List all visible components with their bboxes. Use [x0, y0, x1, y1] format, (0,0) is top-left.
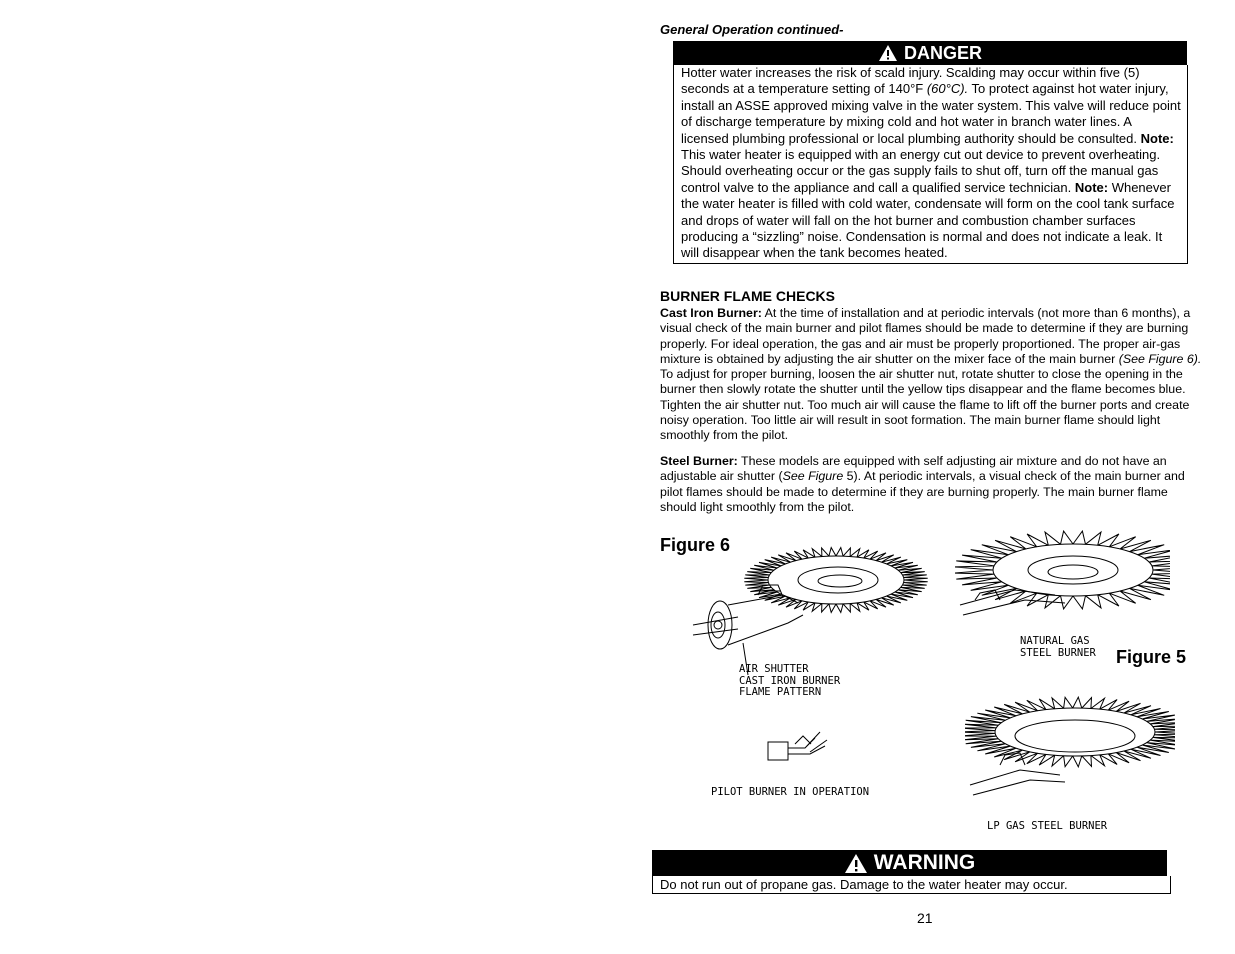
- natural-gas-burner-illustration: [955, 515, 1170, 630]
- figure-5-label: Figure 5: [1116, 647, 1187, 667]
- warning-text: Do not run out of propane gas. Damage to the water heater may occur.: [652, 876, 1171, 894]
- danger-banner: [673, 41, 1187, 65]
- cast-iron-text-b: To adjust for proper burning, loosen the air shutter nut, rotate shutter to close the opening in the burner then slowly rotate the shutter until the yellow tips disappear and the flame becomes blue. Tighten the air shutter nut. Too much air will cause the flame to lift off the burner ports and create noisy operation. Too little air will result in soot formation. The main burner flame should light smoothly from the pilot.: [660, 367, 1190, 443]
- steel-label: Steel Burner:: [660, 454, 738, 468]
- page-number: 21: [917, 910, 933, 926]
- caption-flame-pattern: FLAME PATTERN: [739, 686, 822, 698]
- cast-iron-caption: [739, 664, 840, 699]
- warning-label: WARNING: [873, 851, 976, 874]
- cast-iron-label: Cast Iron Burner:: [660, 306, 762, 320]
- note-label-2: Note:: [1074, 179, 1109, 195]
- caption-cast-iron-burner: CAST IRON BURNER: [739, 674, 841, 687]
- danger-label: DANGER: [903, 42, 982, 63]
- danger-metric-temp: (60°C).: [926, 81, 969, 97]
- figure-6-label: Figure 6: [660, 535, 731, 555]
- danger-text-1: Hotter water increases the risk of scald injury. Scalding may occur within five (5) seconds at a temperature setting of 140°F: [681, 65, 1140, 97]
- warning-triangle-icon: [878, 44, 898, 62]
- caption-air-shutter: AIR SHUTTER: [739, 663, 809, 675]
- note-text-1: This water heater is equipped with an energy cut out device to prevent overheating. Should overheating occur or the gas supply fails to shut off, turn off the manual gas control valve to the appliance and call a qualified service technician.: [681, 147, 1161, 195]
- cast-iron-burner-illustration: [688, 525, 948, 675]
- caption-steel-burner: STEEL BURNER: [1020, 646, 1096, 659]
- note-label-1: Note:: [1140, 130, 1174, 146]
- warning-triangle-icon: [844, 853, 868, 874]
- cast-iron-paragraph: [660, 306, 1202, 444]
- danger-text-2: To protect against hot water injury, install an ASSE approved mixing valve in the water system. This valve will reduce point of discharge temperature by mixing cold and hot water in branch water lines. A licensed plumbing professional or local plumbing authority should be consulted.: [681, 81, 1181, 146]
- pilot-burner-illustration: [765, 730, 855, 770]
- steel-paragraph: [660, 454, 1202, 515]
- warning-banner: [652, 850, 1167, 876]
- cast-iron-figure-ref: (See Figure 6).: [1118, 351, 1202, 366]
- danger-text: [673, 65, 1188, 264]
- steel-figure-ref: See Figure: [782, 469, 844, 484]
- burner-flame-checks-heading: BURNER FLAME CHECKS: [660, 288, 835, 304]
- natural-gas-caption: [1020, 636, 1096, 659]
- caption-natural-gas: NATURAL GAS: [1020, 635, 1090, 647]
- pilot-caption: PILOT BURNER IN OPERATION: [711, 786, 870, 798]
- section-continued-heading: General Operation continued-: [660, 22, 844, 37]
- lp-caption: LP GAS STEEL BURNER: [987, 820, 1108, 832]
- note-text-2: Whenever the water heater is filled with cold water, condensate will form on the cool tank surface and drops of water will fall on the hot burner and combustion chamber surfaces producing a “sizzling” noise. Condensation is normal and does not indicate a leak. It will disappear when the tank becomes heated.: [681, 179, 1175, 261]
- lp-gas-burner-illustration: [965, 680, 1175, 800]
- cast-iron-text-a: At the time of installation and at periodic intervals (not more than 6 months), a visual check of the main burner and pilot flames should be made to determine if they are burning properly. For ideal operation, the gas and air must be properly proportioned. The proper air-gas mixture is obtained by adjusting the air shutter on the mixer face of the main burner: [660, 306, 1191, 366]
- steel-text-a: These models are equipped with self adjusting air mixture and do not have an adjustable air shutter (: [660, 454, 1167, 484]
- steel-text-b: 5). At periodic intervals, a visual check of the main burner and pilot flames should be made to determine if they are burning properly. The main burner flame should light smoothly from the pilot.: [660, 469, 1185, 514]
